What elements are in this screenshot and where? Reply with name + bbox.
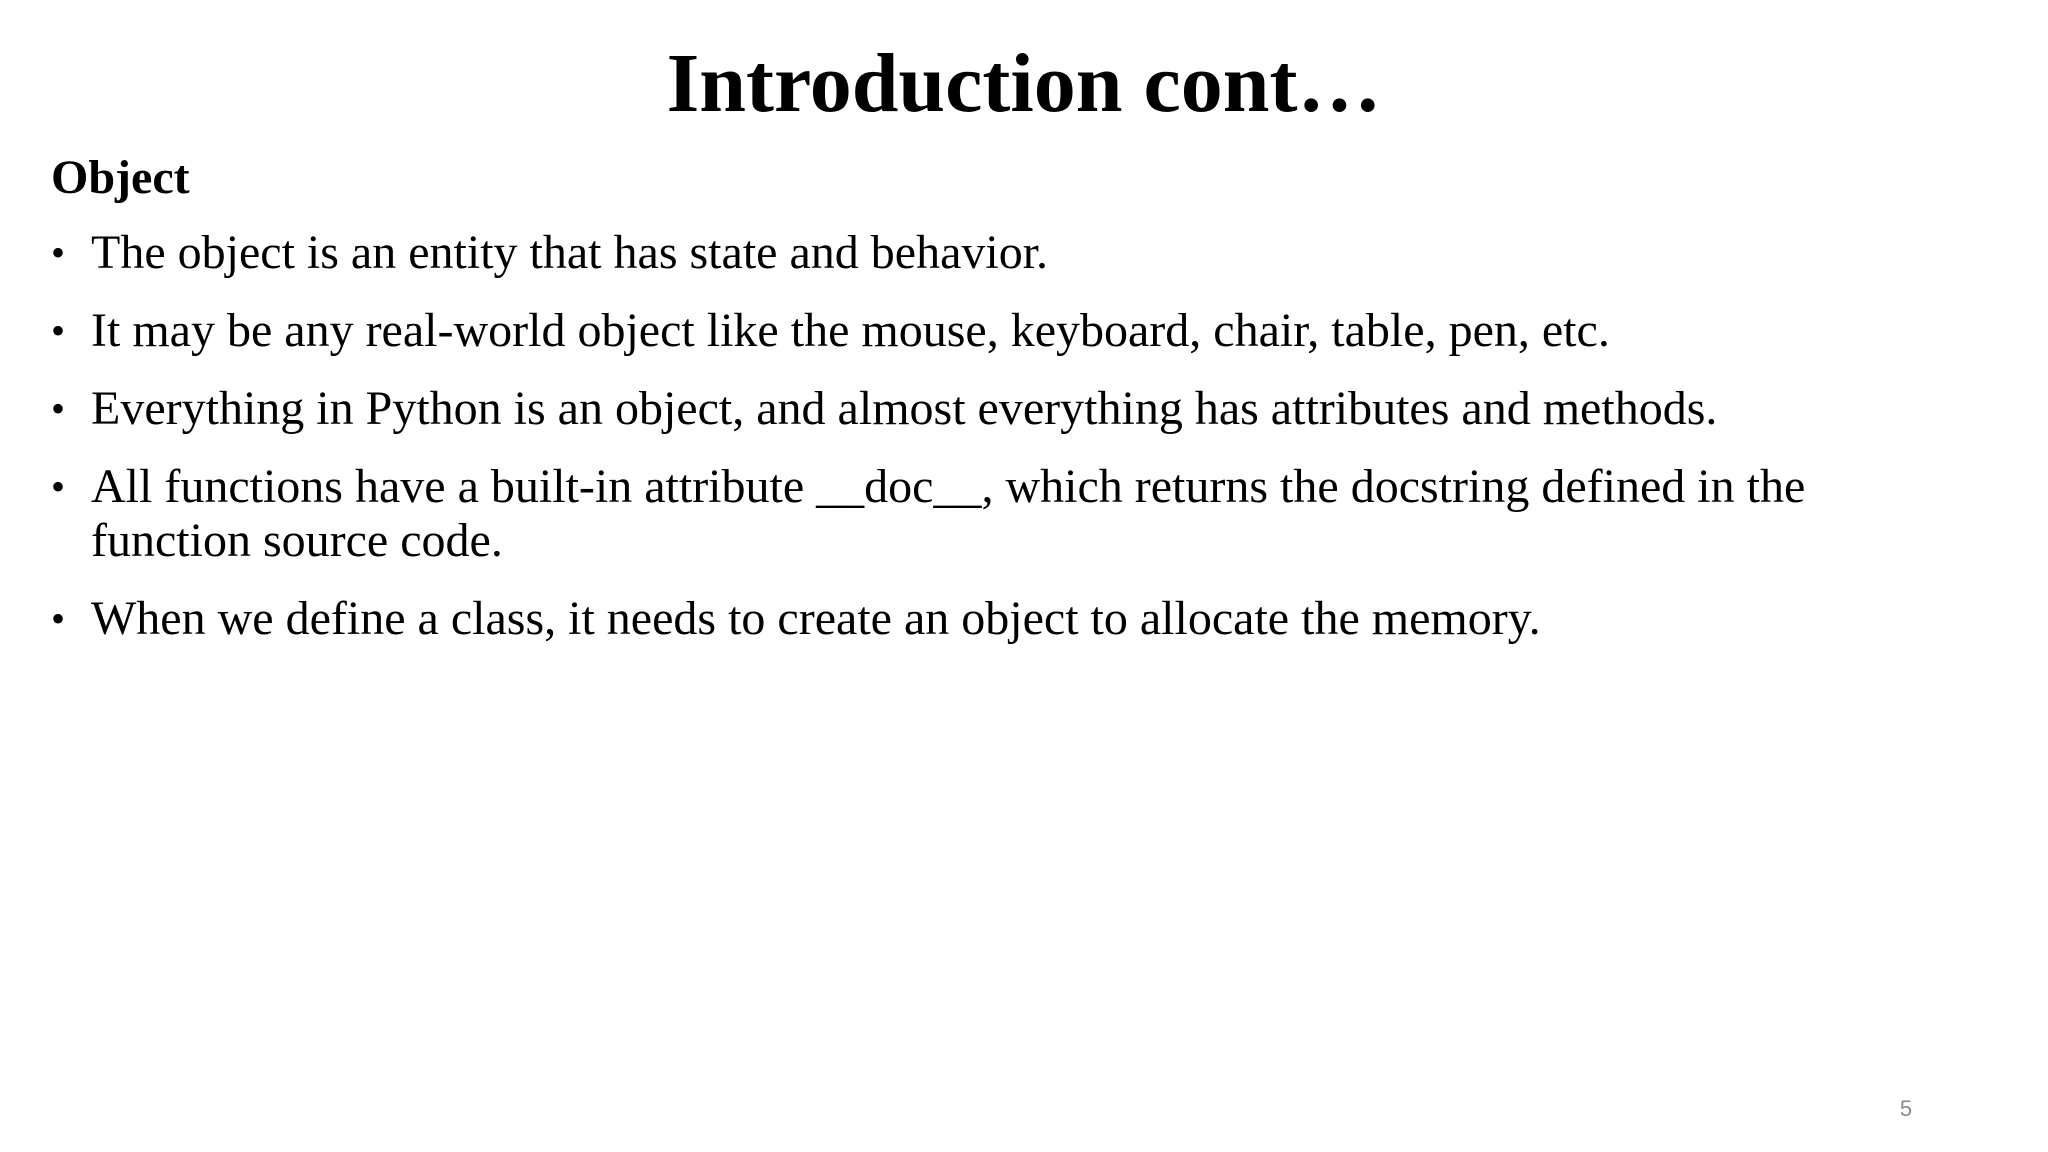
- bullet-list: [51, 226, 1971, 670]
- slide-title: Introduction cont…: [666, 37, 1382, 130]
- page-number: 5: [1899, 1096, 1913, 1121]
- bullet-text: All functions have a built-in attribute __doc__, which returns the docstring defined in the function source code.: [91, 460, 1806, 567]
- bullet-item: [51, 304, 1971, 358]
- bullet-item: [51, 226, 1971, 280]
- bullet-icon: •: [51, 230, 66, 275]
- bullet-icon: •: [51, 464, 66, 509]
- bullet-item: [51, 592, 1971, 646]
- bullet-text: The object is an entity that has state and behavior.: [91, 226, 1049, 279]
- section-heading: Object: [51, 151, 190, 204]
- bullet-icon: •: [51, 596, 66, 641]
- bullet-item: [51, 460, 1971, 568]
- bullet-text: When we define a class, it needs to create an object to allocate the memory.: [91, 592, 1541, 645]
- bullet-item: [51, 382, 1971, 436]
- bullet-icon: •: [51, 308, 66, 353]
- bullet-text: Everything in Python is an object, and almost everything has attributes and methods.: [91, 382, 1718, 435]
- bullet-text: It may be any real-world object like the mouse, keyboard, chair, table, pen, etc.: [91, 304, 1610, 357]
- bullet-icon: •: [51, 386, 66, 431]
